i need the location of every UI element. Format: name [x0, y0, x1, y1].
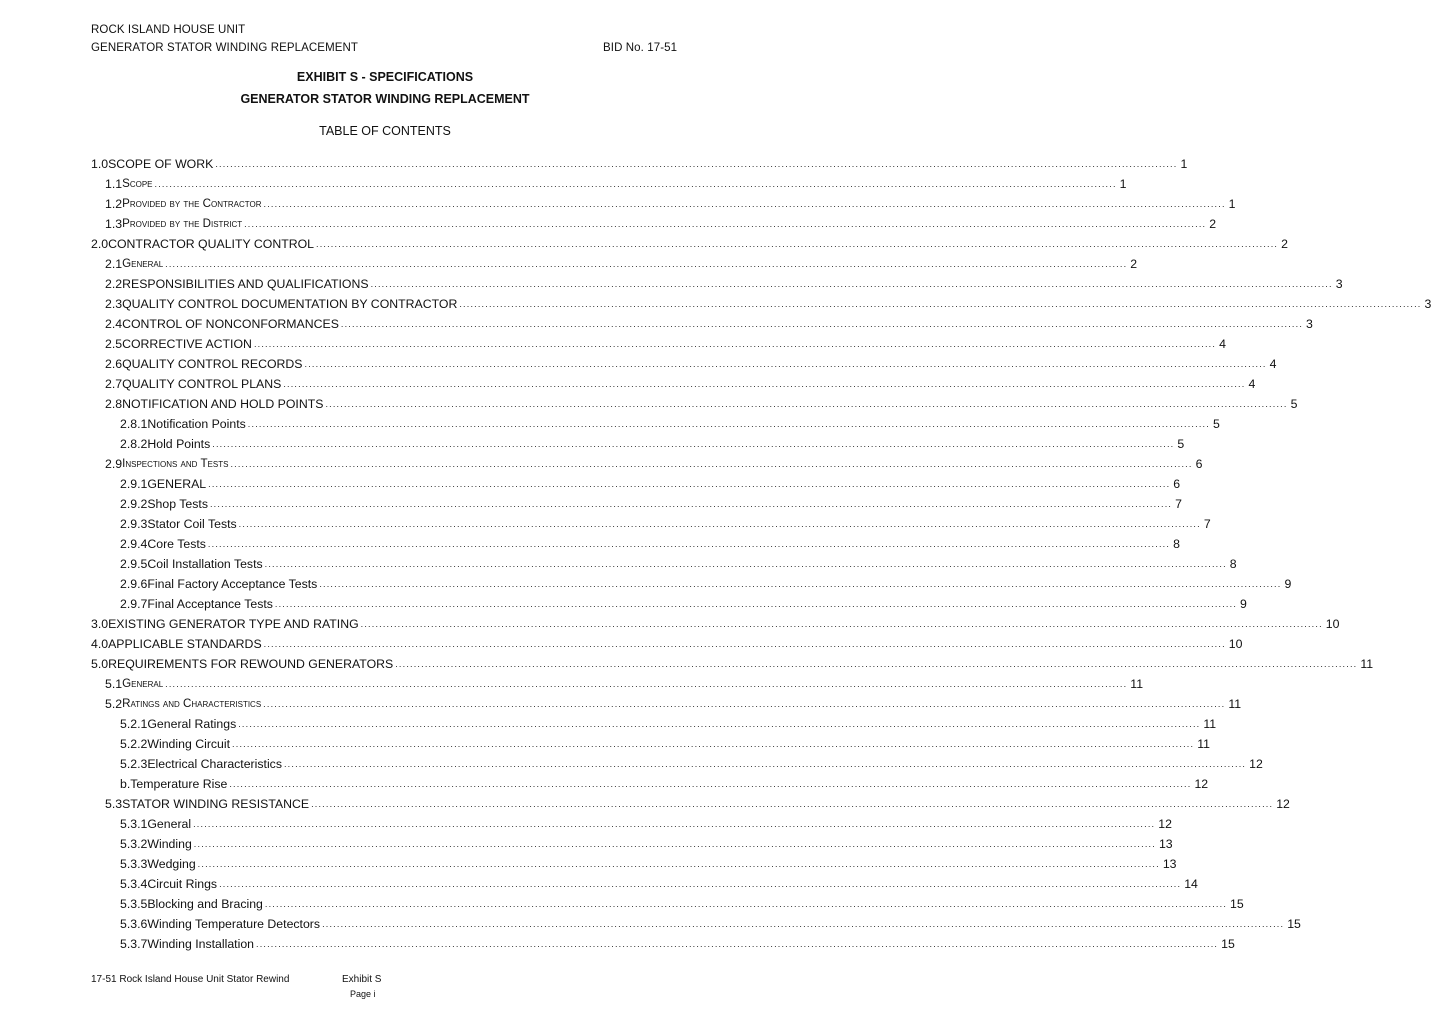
toc-entry[interactable]	[105, 794, 1290, 814]
toc-entry-title: General Ratings	[147, 717, 237, 731]
toc-entry[interactable]	[105, 194, 1236, 214]
toc-entry[interactable]	[105, 454, 1203, 474]
toc-entry-page: 11	[1203, 717, 1217, 731]
toc-entry-number: 2.7	[105, 377, 123, 391]
toc-entry[interactable]	[120, 414, 1220, 434]
toc-entry-title: QUALITY CONTROL PLANS	[122, 377, 282, 391]
toc-entry-number: 1.0	[91, 157, 109, 171]
toc-leader-dots: ....................................................................................................................................................................................................................................................................	[208, 479, 1171, 489]
toc-entry-number: 4.0	[91, 637, 109, 651]
toc-entry[interactable]	[105, 254, 1138, 274]
footer-left: 17-51 Rock Island House Unit Stator Rewind	[91, 974, 290, 985]
toc-entry-title: Notification Points	[147, 417, 246, 431]
toc-entry-page: 8	[1173, 537, 1180, 551]
toc-entry-page: 12	[1276, 797, 1290, 811]
toc-entry[interactable]	[120, 574, 1292, 594]
toc-entry-page: 11	[1197, 737, 1210, 751]
toc-entry-number: 2.0	[91, 237, 109, 251]
toc-entry-title: Electrical Characteristics	[147, 757, 282, 771]
toc-entry-page: 11	[1228, 697, 1242, 711]
toc-entry[interactable]	[91, 634, 1243, 654]
toc-entry[interactable]	[120, 914, 1301, 934]
toc-leader-dots: ....................................................................................................................................................................................................................................................................	[263, 199, 1226, 209]
toc-entry-page: 3	[1306, 317, 1313, 331]
toc-entry[interactable]	[120, 754, 1263, 774]
toc-entry-title: Scope	[122, 177, 153, 190]
document-title: EXHIBIT S - SPECIFICATIONS	[296, 70, 474, 84]
toc-entry-page: 2	[1209, 217, 1217, 231]
toc-entry-page: 1	[1180, 157, 1188, 171]
toc-entry-title: CORRECTIVE ACTION	[122, 337, 252, 351]
toc-leader-dots: ....................................................................................................................................................................................................................................................................	[311, 799, 1274, 809]
toc-entry[interactable]	[120, 774, 1209, 794]
toc-entry-title: QUALITY CONTROL RECORDS	[122, 357, 303, 371]
toc-entry-title: Final Acceptance Tests	[147, 597, 273, 611]
toc-leader-dots: ....................................................................................................................................................................................................................................................................	[264, 899, 1228, 909]
toc-entry[interactable]	[91, 154, 1188, 174]
toc-leader-dots: ....................................................................................................................................................................................................................................................................	[193, 819, 1156, 829]
toc-entry-page: 4	[1219, 337, 1226, 351]
toc-entry-title: Winding Installation	[147, 937, 254, 951]
toc-entry-number: 2.9.6	[120, 577, 148, 591]
toc-entry-number: 2.8	[105, 397, 123, 411]
toc-entry-title: NOTIFICATION AND HOLD POINTS	[122, 397, 324, 411]
toc-entry-title: CONTROL OF NONCONFORMANCES	[122, 317, 339, 331]
toc-leader-dots: ....................................................................................................................................................................................................................................................................	[232, 739, 1195, 749]
toc-entry[interactable]	[120, 514, 1211, 534]
toc-entry-title: Provided by the District	[122, 217, 243, 230]
toc-entry-number: b.	[120, 777, 131, 791]
toc-leader-dots: ....................................................................................................................................................................................................................................................................	[319, 579, 1282, 589]
toc-entry-title: General	[147, 817, 192, 831]
toc-leader-dots: ....................................................................................................................................................................................................................................................................	[247, 419, 1210, 429]
toc-leader-dots: ....................................................................................................................................................................................................................................................................	[395, 659, 1358, 669]
toc-entry-number: 2.4	[105, 317, 123, 331]
toc-entry-title: Temperature Rise	[130, 777, 228, 791]
toc-entry-page: 9	[1240, 597, 1247, 611]
toc-entry-title: Core Tests	[147, 537, 206, 551]
toc-entry-title: Shop Tests	[147, 497, 208, 511]
toc-entry-page: 13	[1158, 837, 1173, 851]
toc-leader-dots: ....................................................................................................................................................................................................................................................................	[230, 459, 1193, 469]
toc-entry-page: 12	[1249, 757, 1263, 771]
toc-entry-number: 1.1	[105, 177, 123, 191]
toc-entry-title: Wedging	[147, 857, 196, 871]
toc-entry[interactable]	[120, 814, 1172, 834]
toc-entry-title: Final Factory Acceptance Tests	[147, 577, 318, 591]
toc-entry[interactable]	[91, 654, 1374, 674]
toc-entry-title: Coil Installation Tests	[147, 557, 263, 571]
toc-leader-dots: ....................................................................................................................................................................................................................................................................	[263, 699, 1226, 709]
toc-entry-page: 2	[1130, 257, 1138, 271]
toc-entry-number: 1.2	[105, 197, 123, 211]
toc-entry-page: 1	[1119, 177, 1127, 191]
toc-entry-title: Circuit Rings	[147, 877, 218, 891]
toc-leader-dots: ....................................................................................................................................................................................................................................................................	[256, 939, 1219, 949]
toc-leader-dots: ....................................................................................................................................................................................................................................................................	[274, 599, 1238, 609]
toc-entry-title: REQUIREMENTS FOR REWOUND GENERATORS	[108, 657, 394, 671]
toc-entry-number: 5.2	[105, 697, 123, 711]
toc-entry[interactable]	[105, 174, 1127, 194]
toc-leader-dots: ....................................................................................................................................................................................................................................................................	[264, 559, 1227, 569]
toc-entry-page: 12	[1194, 777, 1209, 791]
toc-entry[interactable]	[105, 694, 1242, 714]
toc-leader-dots: ....................................................................................................................................................................................................................................................................	[212, 439, 1175, 449]
toc-leader-dots: ....................................................................................................................................................................................................................................................................	[238, 519, 1201, 529]
toc-entry-title: GENERAL	[147, 477, 207, 491]
toc-entry-title: Winding Circuit	[147, 737, 231, 751]
toc-leader-dots: ....................................................................................................................................................................................................................................................................	[238, 719, 1201, 729]
toc-leader-dots: ....................................................................................................................................................................................................................................................................	[459, 299, 1422, 309]
toc-entry[interactable]	[120, 854, 1177, 874]
toc-leader-dots: ....................................................................................................................................................................................................................................................................	[244, 219, 1207, 229]
toc-entry-page: 5	[1212, 417, 1220, 431]
toc-leader-dots: ....................................................................................................................................................................................................................................................................	[165, 679, 1128, 689]
toc-entry-title: Provided by the Contractor	[122, 197, 262, 210]
toc-entry-page: 15	[1221, 937, 1235, 951]
toc-entry-page: 4	[1248, 377, 1256, 391]
toc-entry-title: Winding	[147, 837, 192, 851]
toc-entry-number: 2.6	[105, 357, 123, 371]
toc-leader-dots: ....................................................................................................................................................................................................................................................................	[193, 839, 1156, 849]
toc-entry-page: 12	[1158, 817, 1172, 831]
toc-entry-number: 2.5	[105, 337, 123, 351]
toc-entry[interactable]	[120, 494, 1182, 514]
toc-entry[interactable]	[120, 434, 1185, 454]
header-project: ROCK ISLAND HOUSE UNIT	[91, 24, 246, 36]
toc-entry[interactable]	[91, 614, 1340, 634]
toc-entry[interactable]	[120, 934, 1235, 954]
toc-entry-number: 5.3	[105, 797, 123, 811]
toc-entry-number: 2.8.1	[120, 417, 148, 431]
toc-entry-title: EXISTING GENERATOR TYPE AND RATING	[108, 617, 359, 631]
header-subject: GENERATOR STATOR WINDING REPLACEMENT	[91, 42, 359, 54]
toc-entry-page: 5	[1290, 397, 1298, 411]
toc-entry-title: Winding Temperature Detectors	[147, 917, 321, 931]
toc-entry-page: 5	[1177, 437, 1185, 451]
toc-entry[interactable]	[105, 674, 1144, 694]
toc-leader-dots: ....................................................................................................................................................................................................................................................................	[304, 359, 1267, 369]
toc-entry-page: 7	[1203, 517, 1211, 531]
toc-entry-number: 2.9.3	[120, 517, 148, 531]
toc-entry-title: APPLICABLE STANDARDS	[108, 637, 262, 651]
toc-entry[interactable]	[105, 374, 1256, 394]
toc-entry[interactable]	[105, 294, 1431, 314]
toc-entry-number: 5.2.3	[120, 757, 148, 771]
toc-entry-page: 15	[1287, 917, 1301, 931]
toc-entry-page: 7	[1175, 497, 1182, 511]
toc-leader-dots: ....................................................................................................................................................................................................................................................................	[283, 379, 1246, 389]
toc-entry-page: 3	[1335, 277, 1343, 291]
toc-leader-dots: ....................................................................................................................................................................................................................................................................	[207, 539, 1171, 549]
toc-entry-title: STATOR WINDING RESISTANCE	[122, 797, 310, 811]
toc-entry-page: 11	[1360, 657, 1374, 671]
toc-entry-number: 3.0	[91, 617, 109, 631]
toc-entry[interactable]	[120, 894, 1244, 914]
toc-entry-page: 11	[1130, 677, 1144, 691]
toc-entry[interactable]	[105, 334, 1226, 354]
toc-entry-title: Ratings and Characteristics	[122, 697, 262, 710]
toc-leader-dots: ....................................................................................................................................................................................................................................................................	[219, 879, 1182, 889]
toc-entry[interactable]	[105, 394, 1298, 414]
toc-entry[interactable]	[120, 874, 1198, 894]
toc-leader-dots: ....................................................................................................................................................................................................................................................................	[209, 499, 1173, 509]
toc-entry-title: SCOPE OF WORK	[108, 157, 214, 171]
toc-entry-number: 2.9.1	[120, 477, 148, 491]
toc-entry-number: 5.3.6	[120, 917, 148, 931]
toc-entry[interactable]	[120, 734, 1210, 754]
toc-entry-number: 5.3.5	[120, 897, 148, 911]
toc-entry-number: 2.9	[105, 457, 123, 471]
toc-leader-dots: ....................................................................................................................................................................................................................................................................	[263, 639, 1226, 649]
toc-entry-title: General	[122, 257, 164, 270]
toc-entry-page: 10	[1325, 617, 1340, 631]
toc-entry[interactable]	[91, 234, 1288, 254]
toc-leader-dots: ....................................................................................................................................................................................................................................................................	[165, 259, 1128, 269]
toc-entry-number: 5.0	[91, 657, 109, 671]
toc-entry-page: 6	[1173, 477, 1181, 491]
toc-entry[interactable]	[120, 474, 1181, 494]
toc-entry-number: 2.3	[105, 297, 123, 311]
toc-entry-page: 8	[1229, 557, 1237, 571]
toc-entry[interactable]	[120, 594, 1247, 614]
toc-entry-number: 5.3.2	[120, 837, 148, 851]
toc-leader-dots: ....................................................................................................................................................................................................................................................................	[325, 399, 1288, 409]
toc-entry[interactable]	[105, 214, 1217, 234]
toc-entry-number: 5.3.3	[120, 857, 148, 871]
toc-entry-title: CONTRACTOR QUALITY CONTROL	[108, 237, 314, 251]
toc-entry-page: 4	[1269, 357, 1277, 371]
toc-leader-dots: ....................................................................................................................................................................................................................................................................	[370, 279, 1333, 289]
toc-entry-page: 15	[1230, 897, 1244, 911]
toc-entry-number: 2.2	[105, 277, 123, 291]
footer-page-number: Page i	[350, 989, 376, 999]
toc-leader-dots: ....................................................................................................................................................................................................................................................................	[229, 779, 1192, 789]
toc-entry-number: 5.1	[105, 677, 123, 691]
toc-leader-dots: ....................................................................................................................................................................................................................................................................	[360, 619, 1323, 629]
toc-leader-dots: ....................................................................................................................................................................................................................................................................	[340, 319, 1304, 329]
toc-entry-number: 5.3.7	[120, 937, 148, 951]
toc-entry[interactable]	[120, 534, 1180, 554]
toc-leader-dots: ....................................................................................................................................................................................................................................................................	[215, 159, 1178, 169]
toc-entry-number: 1.3	[105, 217, 123, 231]
footer-exhibit: Exhibit S	[342, 974, 382, 985]
toc-entry-page: 10	[1228, 637, 1243, 651]
toc-entry-number: 5.3.1	[120, 817, 148, 831]
toc-entry-page: 9	[1284, 577, 1292, 591]
toc-entry-page: 2	[1281, 237, 1288, 251]
toc-entry[interactable]	[120, 714, 1217, 734]
toc-entry-title: Hold Points	[147, 437, 211, 451]
toc-entry[interactable]	[120, 554, 1237, 574]
toc-entry-number: 2.1	[105, 257, 123, 271]
toc-entry-number: 2.9.2	[120, 497, 148, 511]
toc-entry[interactable]	[105, 354, 1277, 374]
toc-entry-page: 14	[1184, 877, 1198, 891]
toc-entry-number: 2.9.5	[120, 557, 148, 571]
toc-leader-dots: ....................................................................................................................................................................................................................................................................	[197, 859, 1160, 869]
toc-entry-page: 1	[1228, 197, 1236, 211]
toc-entry-number: 2.8.2	[120, 437, 148, 451]
toc-entry-title: Inspections and Tests	[122, 457, 229, 470]
toc-leader-dots: ....................................................................................................................................................................................................................................................................	[154, 179, 1117, 189]
toc-entry-number: 2.9.4	[120, 537, 148, 551]
toc-entry[interactable]	[120, 834, 1173, 854]
toc-entry-number: 5.2.1	[120, 717, 148, 731]
header-bid-number: BID No. 17-51	[603, 42, 678, 54]
toc-leader-dots: ....................................................................................................................................................................................................................................................................	[322, 919, 1285, 929]
document-subtitle: GENERATOR STATOR WINDING REPLACEMENT	[240, 92, 530, 106]
toc-entry-title: General	[122, 677, 164, 690]
toc-entry-page: 3	[1424, 297, 1431, 311]
toc-entry-page: 13	[1162, 857, 1177, 871]
toc-entry[interactable]	[105, 314, 1313, 334]
toc-entry-title: Stator Coil Tests	[147, 517, 237, 531]
toc-entry-title: QUALITY CONTROL DOCUMENTATION BY CONTRACTOR	[122, 297, 458, 311]
toc-entry-number: 2.9.7	[120, 597, 148, 611]
toc-entry-number: 5.2.2	[120, 737, 148, 751]
toc-entry[interactable]	[105, 274, 1343, 294]
toc-entry-title: RESPONSIBILITIES AND QUALIFICATIONS	[122, 277, 369, 291]
toc-leader-dots: ....................................................................................................................................................................................................................................................................	[253, 339, 1217, 349]
toc-leader-dots: ....................................................................................................................................................................................................................................................................	[316, 239, 1279, 249]
toc-entry-title: Blocking and Bracing	[147, 897, 263, 911]
toc-leader-dots: ....................................................................................................................................................................................................................................................................	[283, 759, 1247, 769]
toc-entry-number: 5.3.4	[120, 877, 148, 891]
toc-entry-page: 6	[1195, 457, 1203, 471]
toc-heading: TABLE OF CONTENTS	[319, 124, 451, 138]
